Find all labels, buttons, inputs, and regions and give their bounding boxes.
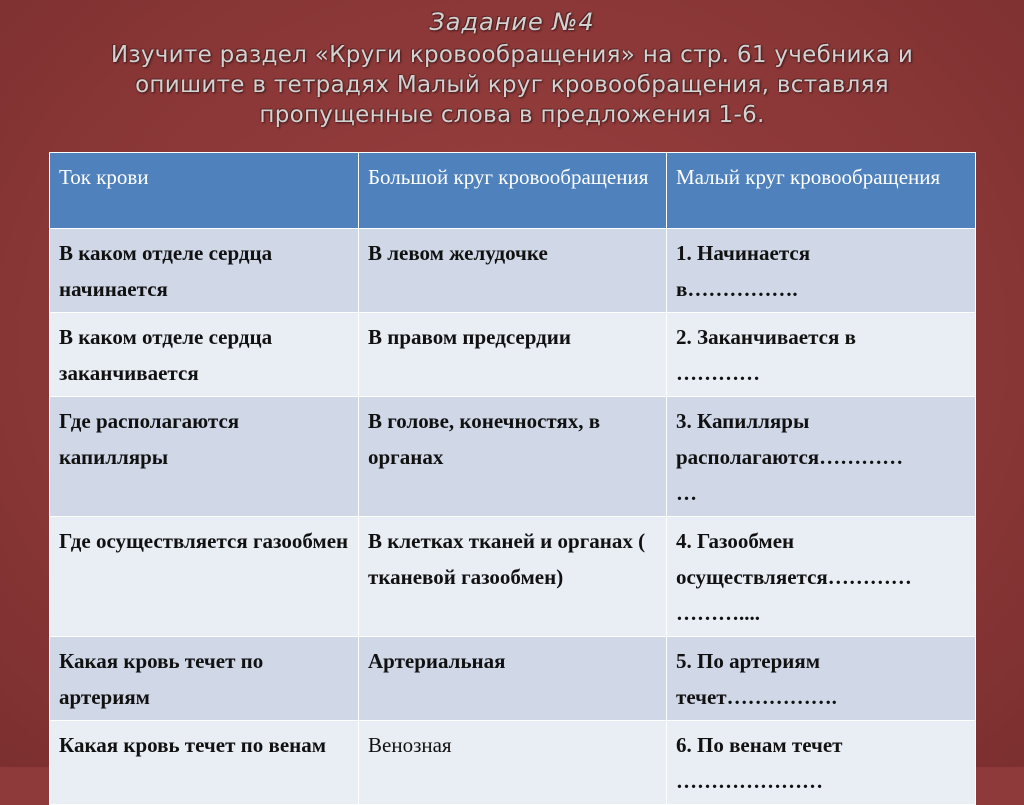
- blank-line: располагаются…………: [676, 445, 904, 469]
- blank-line: 1. Начинается: [676, 241, 811, 265]
- row-question: В каком отделе сердца заканчивается: [50, 313, 359, 397]
- slide-heading: [0, 4, 1024, 130]
- pulmonary-blank-cell: [667, 313, 976, 397]
- task-instruction-line-1: Изучите раздел «Круги кровообращения» на стр. 61 учебника и: [110, 42, 914, 68]
- task-instruction-line-3: пропущенные слова в предложения 1-6.: [259, 102, 765, 128]
- header-blood-flow: Ток крови: [50, 153, 359, 229]
- row-question: Где располагаются капилляры: [50, 397, 359, 517]
- blank-line: 5. По артериям: [676, 649, 821, 673]
- header-pulmonary-circulation: Малый круг кровообращения: [667, 153, 976, 229]
- table-row: [50, 517, 976, 637]
- systemic-answer: В правом предсердии: [359, 313, 667, 397]
- blank-line: течет…………….: [676, 685, 837, 709]
- table-row: [50, 721, 976, 805]
- blank-line: 3. Капилляры: [676, 409, 810, 433]
- pulmonary-blank-cell: [667, 397, 976, 517]
- circulation-table: [49, 152, 976, 805]
- row-question: Какая кровь течет по венам: [50, 721, 359, 805]
- pulmonary-blank-cell: [667, 517, 976, 637]
- pulmonary-blank-cell: [667, 721, 976, 805]
- table-row: [50, 637, 976, 721]
- blank-line: …: [676, 481, 697, 505]
- blank-line: 4. Газообмен: [676, 529, 795, 553]
- table-row: [50, 313, 976, 397]
- blank-line: …………………: [676, 769, 823, 793]
- table-header-row: [50, 153, 976, 229]
- task-title: Задание №4: [429, 8, 595, 36]
- systemic-answer: Венозная: [359, 721, 667, 805]
- systemic-answer: В голове, конечностях, в органах: [359, 397, 667, 517]
- blank-line: 2. Заканчивается в: [676, 325, 856, 349]
- systemic-answer: В левом желудочке: [359, 229, 667, 313]
- row-question: В каком отделе сердца начинается: [50, 229, 359, 313]
- blank-line: в…………….: [676, 277, 798, 301]
- blank-line: ………....: [676, 601, 760, 625]
- task-instruction-line-2: опишите в тетрадях Малый круг кровообращения, вставляя: [135, 72, 889, 98]
- systemic-answer: В клетках тканей и органах ( тканевой газообмен): [359, 517, 667, 637]
- blank-line: осуществляется…………: [676, 565, 912, 589]
- systemic-answer: Артериальная: [359, 637, 667, 721]
- blank-line: …………: [676, 361, 760, 385]
- table-row: [50, 229, 976, 313]
- blank-line: 6. По венам течет: [676, 733, 843, 757]
- pulmonary-blank-cell: [667, 229, 976, 313]
- pulmonary-blank-cell: [667, 637, 976, 721]
- header-systemic-circulation: Большой круг кровообращения: [359, 153, 667, 229]
- table-row: [50, 397, 976, 517]
- row-question: Какая кровь течет по артериям: [50, 637, 359, 721]
- row-question: Где осуществляется газообмен: [50, 517, 359, 637]
